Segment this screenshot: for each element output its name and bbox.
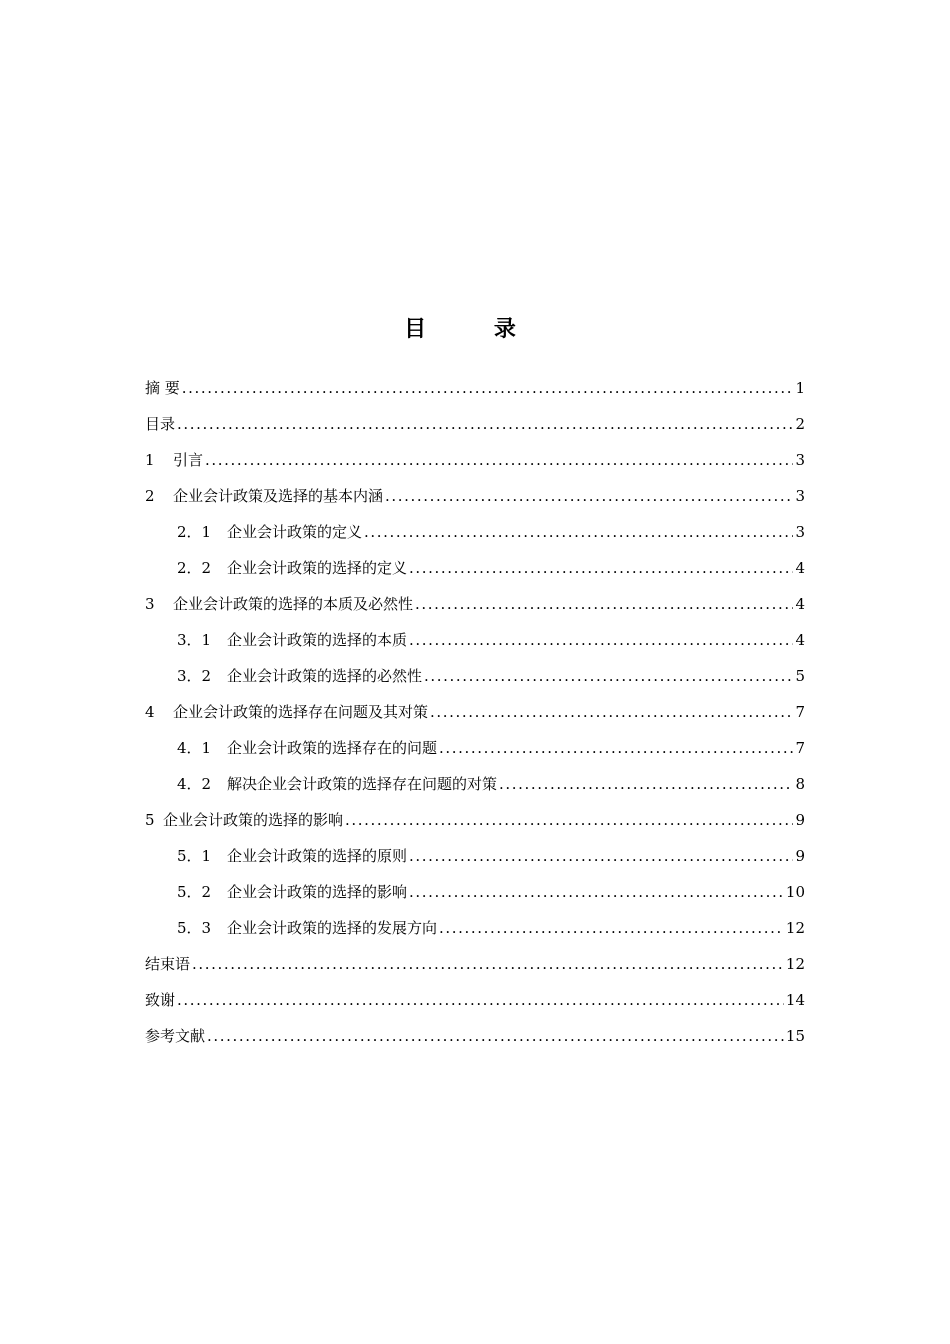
toc-entry-chapter-5[interactable]	[145, 802, 805, 838]
toc-entry-label: 企业会计政策的选择的本质	[227, 631, 408, 649]
toc-entry-section-4-1[interactable]	[145, 730, 805, 766]
dot-leader	[415, 586, 793, 622]
toc-entry-page: 7	[795, 739, 805, 757]
toc-entry-section-3-1[interactable]	[145, 622, 805, 658]
toc-entry-label: 企业会计政策的选择的影响	[227, 883, 408, 901]
toc-entry-label: 目录	[145, 415, 176, 433]
toc-entry-page: 12	[785, 955, 805, 973]
toc-entry-label: 摘 要	[145, 379, 180, 397]
dot-leader	[409, 622, 793, 658]
toc-entry-section-2-1[interactable]	[145, 514, 805, 550]
dot-leader	[409, 838, 793, 874]
dot-leader	[409, 874, 784, 910]
toc-entry-label: 企业会计政策的定义	[227, 523, 363, 541]
toc-entry-label: 企业会计政策的选择存在问题及其对策	[173, 703, 429, 721]
dot-leader	[439, 910, 784, 946]
toc-entry-label: 企业会计政策的选择存在的问题	[227, 739, 438, 757]
toc-title: 目 录	[404, 316, 546, 342]
toc-entry-abstract[interactable]	[145, 370, 805, 406]
dot-leader	[345, 802, 793, 838]
toc-entry-number: 1	[145, 451, 155, 469]
dot-leader	[385, 478, 793, 514]
toc-entry-page: 4	[795, 631, 805, 649]
toc-entry-label: 引言	[173, 451, 204, 469]
toc-entry-number: 2．1	[177, 523, 212, 541]
toc-entry-label: 结束语	[145, 955, 191, 973]
toc-entry-page: 4	[795, 595, 805, 613]
dot-leader	[192, 946, 784, 982]
toc-entry-section-5-3[interactable]	[145, 910, 805, 946]
toc-entry-section-2-2[interactable]	[145, 550, 805, 586]
toc-entry-page: 9	[795, 847, 805, 865]
toc-entry-page: 12	[785, 919, 805, 937]
toc-entry-page: 5	[795, 667, 805, 685]
toc-entry-page: 4	[795, 559, 805, 577]
toc-entry-number: 3	[145, 595, 155, 613]
toc-entry-chapter-3[interactable]	[145, 586, 805, 622]
toc-entry-contents[interactable]	[145, 406, 805, 442]
toc-entry-label: 企业会计政策的选择的必然性	[227, 667, 423, 685]
dot-leader	[205, 442, 793, 478]
toc-entry-page: 9	[795, 811, 805, 829]
dot-leader	[207, 1018, 784, 1054]
dot-leader	[439, 730, 793, 766]
toc-entry-page: 8	[795, 775, 805, 793]
toc-entry-page: 3	[795, 487, 805, 505]
toc-entry-number: 2．2	[177, 559, 212, 577]
toc-entry-label: 企业会计政策的选择的定义	[227, 559, 408, 577]
toc-entry-number: 5．1	[177, 847, 212, 865]
toc-list	[145, 370, 805, 1054]
toc-entry-number: 4	[145, 703, 155, 721]
dot-leader	[409, 550, 793, 586]
toc-entry-number: 5	[145, 811, 155, 829]
toc-entry-chapter-2[interactable]	[145, 478, 805, 514]
toc-entry-chapter-4[interactable]	[145, 694, 805, 730]
toc-entry-label: 企业会计政策及选择的基本内涵	[173, 487, 384, 505]
toc-entry-number: 5．2	[177, 883, 212, 901]
toc-entry-acknowledgements[interactable]	[145, 982, 805, 1018]
toc-entry-section-4-2[interactable]	[145, 766, 805, 802]
dot-leader	[499, 766, 793, 802]
toc-entry-number: 4．2	[177, 775, 212, 793]
toc-entry-label: 解决企业会计政策的选择存在问题的对策	[227, 775, 498, 793]
dot-leader	[424, 658, 793, 694]
toc-entry-label: 企业会计政策的选择的本质及必然性	[173, 595, 414, 613]
toc-entry-page: 15	[785, 1027, 805, 1045]
toc-entry-label: 企业会计政策的选择的发展方向	[227, 919, 438, 937]
toc-entry-number: 2	[145, 487, 155, 505]
dot-leader	[177, 982, 784, 1018]
toc-entry-chapter-1[interactable]	[145, 442, 805, 478]
dot-leader	[364, 514, 793, 550]
dot-leader	[182, 370, 794, 406]
dot-leader	[430, 694, 793, 730]
toc-entry-label: 致谢	[145, 991, 176, 1009]
toc-entry-label: 企业会计政策的选择的原则	[227, 847, 408, 865]
dot-leader	[177, 406, 793, 442]
toc-entry-page: 7	[795, 703, 805, 721]
toc-entry-page: 1	[795, 379, 805, 397]
toc-entry-page: 2	[795, 415, 805, 433]
toc-entry-page: 14	[785, 991, 805, 1009]
toc-entry-section-5-1[interactable]	[145, 838, 805, 874]
toc-entry-page: 10	[785, 883, 805, 901]
toc-entry-label: 企业会计政策的选择的影响	[163, 811, 344, 829]
toc-entry-number: 5．3	[177, 919, 212, 937]
toc-entry-section-5-2[interactable]	[145, 874, 805, 910]
toc-entry-page: 3	[795, 523, 805, 541]
toc-entry-page: 3	[795, 451, 805, 469]
toc-entry-number: 4．1	[177, 739, 212, 757]
toc-entry-label: 参考文献	[145, 1027, 206, 1045]
toc-entry-references[interactable]	[145, 1018, 805, 1054]
toc-entry-number: 3．1	[177, 631, 212, 649]
toc-entry-number: 3．2	[177, 667, 212, 685]
toc-entry-conclusion[interactable]	[145, 946, 805, 982]
toc-entry-section-3-2[interactable]	[145, 658, 805, 694]
